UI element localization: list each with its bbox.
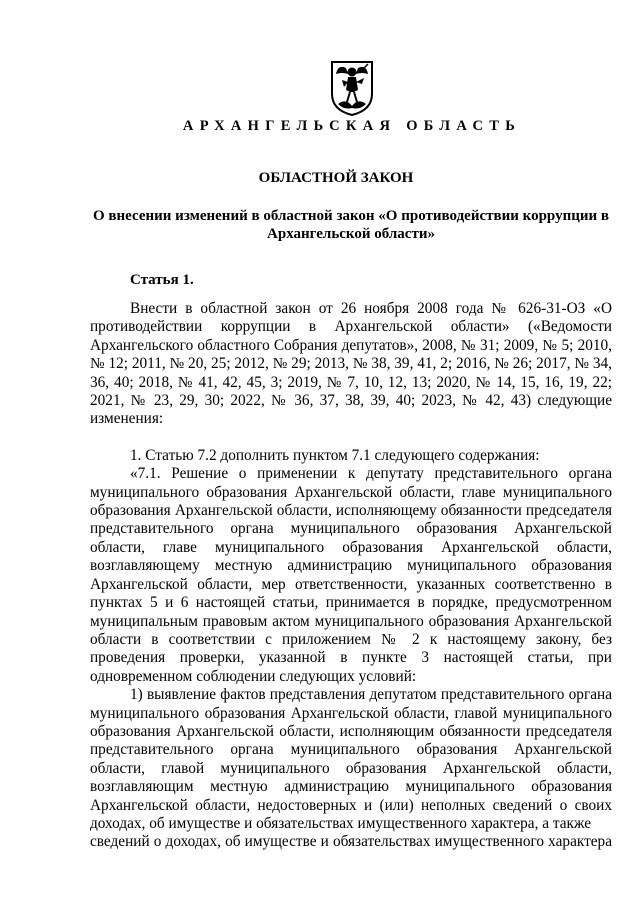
- region-name: АРХАНГЕЛЬСКАЯ ОБЛАСТЬ: [182, 118, 522, 134]
- condition-1-paragraph: 1) выявление фактов представления депутатом представительного органа муниципального образования Архангельской области, главой муниципального образования Архангельской области, исполняющим обязанности председателя представительного органа муниципального образования Архангельской области, главой муниципального образования Архангельской области, возглавляющим местную администрацию муниципального образования Архангельской области, недостоверных и (или) неполных сведений о своих доходах, об имуществе и обязательствах имущественного характера, а также: [90, 686, 612, 832]
- new-clause-paragraph: «7.1. Решение о применении к депутату представительного органа муниципального образования Архангельской области, главе муниципального образования Архангельской области, исполняющему обязанности председателя представительного органа муниципального образования Архангельской области, главе муниципального образования Архангельской области, возглавляющему местную администрацию муниципального образования Архангельской области, мер ответственности, указанных соответственно в пунктах 5 и 6 настоящей статьи, принимается в порядке, предусмотренном муниципальным правовым актом муниципального образования Архангельской области в соответствии с приложением № 2 к настоящему закону, без проведения проверки, указанной в пункте 3 настоящей статьи, при одновременном соблюдении следующих условий:: [90, 465, 612, 685]
- amendment-intro-paragraph: Внести в областной закон от 26 ноября 2008 года № 626-31-ОЗ «О противодействии коррупции в Архангельской области» («Ведомости Архангельского областного Собрания депутатов», 2008, № 31; 2009, № 5; 2010, № 12; 2011, № 20, 25; 2012, № 29; 2013, № 38, 39, 41, 2; 2016, № 26; 2017, № 34, 36, 40; 2018, № 41, 42, 45, 3; 2019, № 7, 10, 12, 13; 2020, № 14, 15, 16, 19, 22; 2021, № 23, 29, 30; 2022, № 36, 37, 38, 39, 40; 2023, № 42, 43) следующие изменения:: [90, 300, 612, 428]
- law-type-heading: ОБЛАСТНОЙ ЗАКОН: [258, 170, 414, 186]
- coat-of-arms-icon: [328, 60, 376, 116]
- law-title: О внесении изменений в областной закон «О противодействии коррупции в Архангельской области»: [93, 208, 609, 242]
- amendment-item-1: 1. Статью 7.2 дополнить пунктом 7.1 следующего содержания:: [130, 446, 540, 464]
- condition-1-continuation: сведений о доходах, об имуществе и обязательствах имущественного характера: [90, 833, 612, 851]
- article-body: [90, 300, 612, 852]
- article-heading: Статья 1.: [130, 272, 194, 288]
